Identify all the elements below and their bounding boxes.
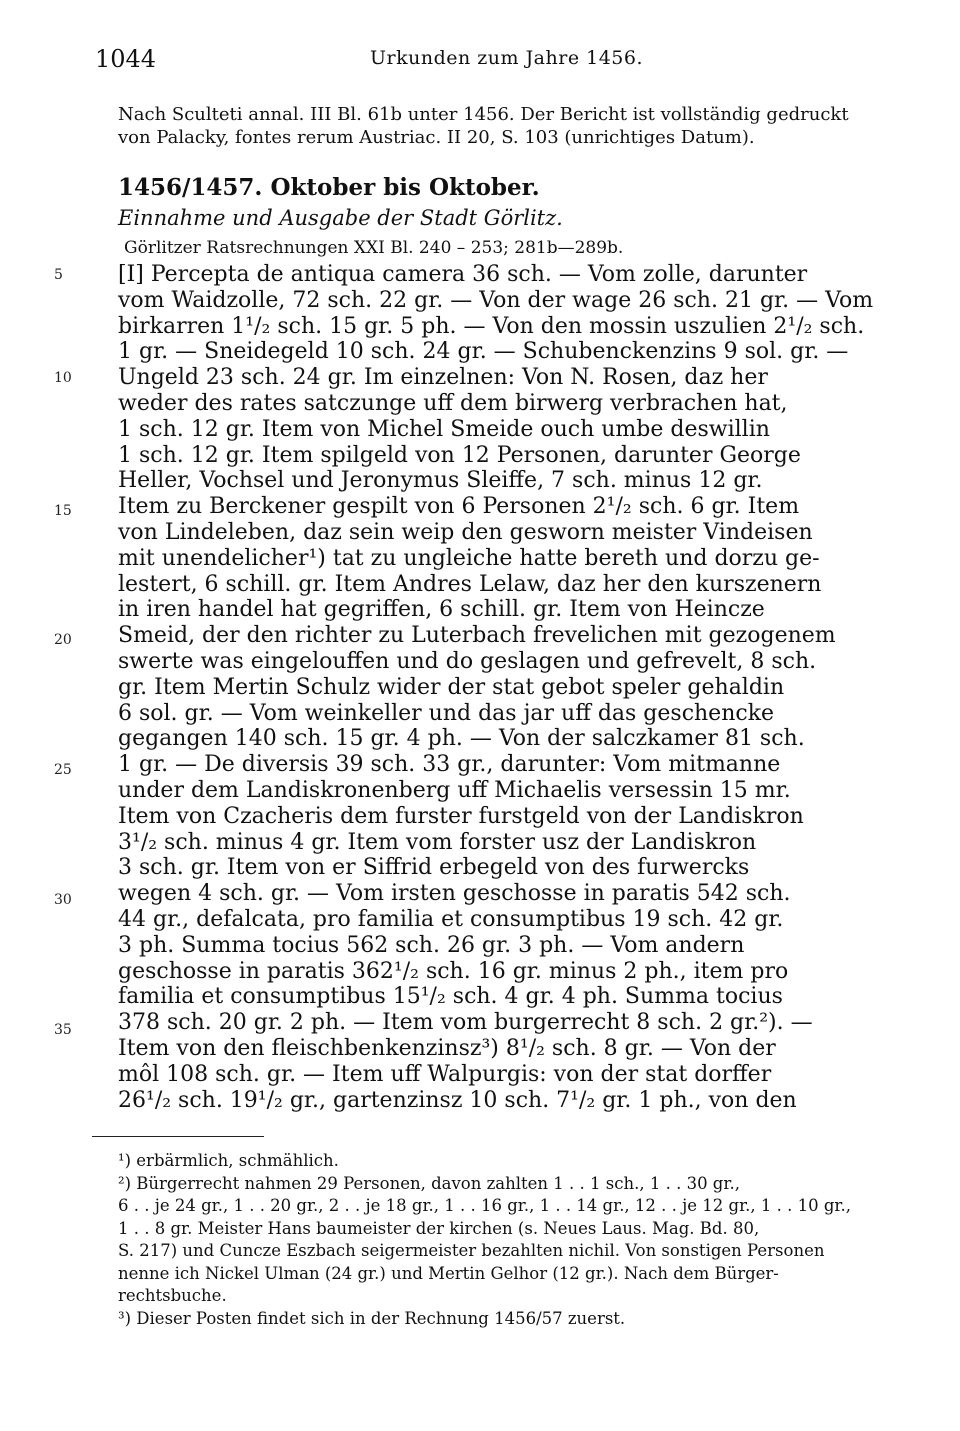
body-line: gegangen 140 sch. 15 gr. 4 ph. — Von der salczkamer 81 sch. bbox=[118, 726, 805, 752]
footnote-line: nenne ich Nickel Ulman (24 gr.) und Mertin Gelhor (12 gr.). Nach dem Bürger- bbox=[118, 1263, 779, 1283]
footnote-line: 1 . . 8 gr. Meister Hans baumeister der kirchen (s. Neues Laus. Mag. Bd. 80, bbox=[118, 1218, 760, 1238]
body-line: von Lindeleben, daz sein weip den gesworn meister Vindeisen bbox=[118, 519, 813, 545]
body-line: weder des rates satczunge uff dem birwerg verbrachen hat, bbox=[118, 390, 788, 416]
footnote-line: rechtsbuche. bbox=[118, 1286, 227, 1305]
line-number: 25 bbox=[54, 762, 72, 778]
page-number: 1044 bbox=[95, 45, 157, 73]
body-line: gr. Item Mertin Schulz wider der stat gebot speler gehaldin bbox=[118, 674, 785, 700]
body-line: 1 sch. 12 gr. Item von Michel Smeide ouch umbe deswillin bbox=[118, 416, 770, 442]
footnote-line: ²) Bürgerrecht nahmen 29 Personen, davon zahlten 1 . . 1 sch., 1 . . 30 gr., bbox=[118, 1173, 740, 1193]
line-number: 30 bbox=[54, 892, 72, 908]
body-line: under dem Landiskronenberg uff Michaelis versessin 15 mr. bbox=[118, 777, 791, 803]
body-line: Ungeld 23 sch. 24 gr. Im einzelnen: Von N. Rosen, daz her bbox=[118, 365, 768, 391]
body-line: birkarren 1¹/₂ sch. 15 gr. 5 ph. — Von den mossin uszulien 2¹/₂ sch. bbox=[118, 313, 865, 339]
body-line: in iren handel hat gegriffen, 6 schill. gr. Item von Heincze bbox=[118, 597, 765, 623]
body-line: 1 sch. 12 gr. Item spilgeld von 12 Personen, darunter George bbox=[118, 442, 801, 468]
footnote-line: ¹) erbärmlich, schmählich. bbox=[118, 1151, 339, 1170]
body-line: [I] Percepta de antiqua camera 36 sch. — Vom zolle, darunter bbox=[118, 262, 808, 287]
body-line: swerte was eingelouffen und do geslagen und gefrevelt, 8 sch. bbox=[118, 648, 817, 674]
line-number: 20 bbox=[54, 632, 72, 648]
body-line: wegen 4 sch. gr. — Vom irsten geschosse in paratis 542 sch. bbox=[118, 881, 791, 907]
body-line: 378 sch. 20 gr. 2 ph. — Item vom burgerrecht 8 sch. 2 gr.²). — bbox=[118, 1010, 813, 1036]
body-line: Smeid, der den richter zu Luterbach frevelichen mit gezogenem bbox=[118, 623, 836, 649]
body-line: Item von Czacheris dem furster furstgeld von der Landiskron bbox=[118, 803, 804, 829]
body-line: geschosse in paratis 362¹/₂ sch. 16 gr. minus 2 ph., item pro bbox=[118, 958, 789, 984]
section-heading: 1456/1457. Oktober bis Oktober. bbox=[118, 174, 540, 201]
footnotes bbox=[118, 1150, 878, 1330]
archive-reference: Görlitzer Ratsrechnungen XXI Bl. 240 – 253; 281b—289b. bbox=[124, 238, 624, 258]
line-number: 15 bbox=[54, 503, 72, 519]
footnote-line: S. 217) und Cuncze Eszbach seigermeister bezahlten nichil. Von sonstigen Personen bbox=[118, 1241, 825, 1260]
body-text bbox=[118, 262, 878, 1113]
body-line: 44 gr., defalcata, pro familia et consumptibus 19 sch. 42 gr. bbox=[118, 906, 784, 932]
body-line: 3 ph. Summa tocius 562 sch. 26 gr. 3 ph. — Vom andern bbox=[118, 932, 745, 958]
footnote-line: 6 . . je 24 gr., 1 . . 20 gr., 2 . . je 18 gr., 1 . . 16 gr., 1 . . 14 gr., 12 . . je 12 gr., 1 . . 10 gr., bbox=[118, 1196, 851, 1215]
line-number: 35 bbox=[54, 1022, 72, 1038]
section-subtitle: Einnahme und Ausgabe der Stadt Görlitz. bbox=[118, 206, 563, 230]
body-line: 3¹/₂ sch. minus 4 gr. Item vom forster usz der Landiskron bbox=[118, 829, 757, 855]
body-line: 1 gr. — Sneidegeld 10 sch. 24 gr. — Schubenckenzins 9 sol. gr. — bbox=[118, 339, 849, 365]
running-head: Urkunden zum Jahre 1456. bbox=[370, 47, 644, 69]
source-note: Nach Sculteti annal. III Bl. 61b unter 1456. Der Bericht ist vollständig gedruckt von Palacky, fontes rerum Austriac. II 20, S. 103 (unrichtiges Datum). bbox=[118, 104, 849, 148]
body-line: familia et consumptibus 15¹/₂ sch. 4 gr. 4 ph. Summa tocius bbox=[118, 984, 783, 1010]
body-line: 6 sol. gr. — Vom weinkeller und das jar uff das geschencke bbox=[118, 700, 775, 726]
footnote-line: ³) Dieser Posten findet sich in der Rechnung 1456/57 zuerst. bbox=[118, 1308, 626, 1328]
line-number: 5 bbox=[54, 267, 63, 283]
body-line: mit unendelicher¹) tat zu ungleiche hatte bereth und dorzu ge- bbox=[118, 545, 820, 571]
body-line: môl 108 sch. gr. — Item uff Walpurgis: von der stat dorffer bbox=[118, 1061, 772, 1087]
body-line: lestert, 6 schill. gr. Item Andres Lelaw, daz her den kurszenern bbox=[118, 571, 822, 597]
body-line: Heller, Vochsel und Jeronymus Sleiffe, 7 sch. minus 12 gr. bbox=[118, 468, 763, 494]
body-line: 26¹/₂ sch. 19¹/₂ gr., gartenzinsz 10 sch. 7¹/₂ gr. 1 ph., von den bbox=[118, 1087, 797, 1113]
body-line: vom Waidzolle, 72 sch. 22 gr. — Von der wage 26 sch. 21 gr. — Vom bbox=[118, 287, 874, 313]
body-line: 3 sch. gr. Item von er Siffrid erbegeld von des furwercks bbox=[118, 855, 750, 881]
body-line: Item von den fleischbenkenzinsz³) 8¹/₂ sch. 8 gr. — Von der bbox=[118, 1035, 776, 1061]
footnote-divider bbox=[92, 1136, 264, 1137]
body-line: 1 gr. — De diversis 39 sch. 33 gr., darunter: Vom mitmanne bbox=[118, 752, 781, 778]
body-line: Item zu Berckener gespilt von 6 Personen 2¹/₂ sch. 6 gr. Item bbox=[118, 494, 800, 520]
line-number: 10 bbox=[54, 370, 72, 386]
